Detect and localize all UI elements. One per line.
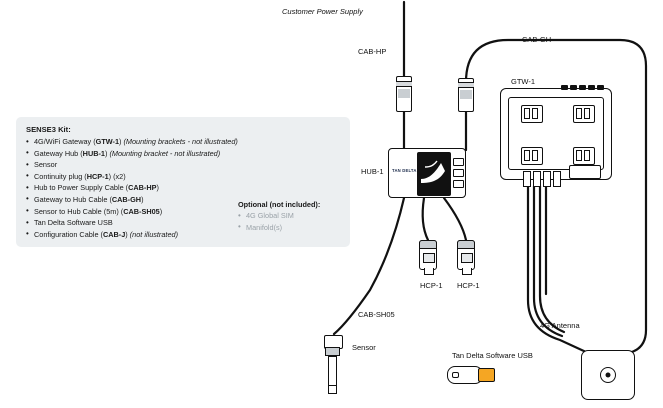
label-hcp1-right: HCP-1 bbox=[457, 281, 480, 290]
device-hub1[interactable] bbox=[388, 148, 466, 198]
label-antenna: 4G Antenna bbox=[540, 321, 580, 330]
hcp-cap bbox=[457, 240, 475, 249]
connector-cab-hp bbox=[396, 76, 412, 112]
label-sensor: Sensor bbox=[352, 343, 376, 352]
list-item: • Gateway Hub (HUB-1) (Mounting bracket - not illustrated) bbox=[26, 148, 340, 160]
list-item: • 4G Global SIM bbox=[238, 210, 348, 222]
label-hcp1-left: HCP-1 bbox=[420, 281, 443, 290]
connector-sleeve bbox=[398, 89, 410, 98]
list-item: • Continuity plug (HCP-1) (x2) bbox=[26, 171, 340, 183]
hub-port-1 bbox=[453, 158, 464, 166]
list-item: • Gateway to Hub Cable (CAB-GH) bbox=[26, 194, 340, 206]
sensor-tip bbox=[328, 386, 337, 394]
connector-sleeve bbox=[460, 90, 472, 99]
gateway-top-contacts bbox=[561, 85, 603, 91]
hcp-body-window bbox=[423, 253, 435, 263]
label-usb: Tan Delta Software USB bbox=[452, 351, 533, 360]
legend-title: SENSE3 Kit: bbox=[26, 125, 71, 134]
list-item: • Sensor to Hub Cable (5m) (CAB-SH05) bbox=[26, 206, 340, 218]
hub-brand-label: TAN DELTA bbox=[392, 168, 417, 173]
gateway-port bbox=[523, 171, 531, 187]
wire-hcp-left bbox=[423, 198, 428, 240]
device-gtw1[interactable] bbox=[500, 88, 612, 180]
legend-optional-group bbox=[238, 200, 348, 233]
gateway-port bbox=[533, 171, 541, 187]
list-item: • 4G/WiFi Gateway (GTW-1) (Mounting brackets - not illustrated) bbox=[26, 136, 340, 148]
device-hcp1-left[interactable] bbox=[419, 240, 437, 270]
gateway-clamp-2 bbox=[573, 105, 595, 123]
gateway-clamp-4 bbox=[573, 147, 595, 165]
connector-band bbox=[396, 81, 412, 87]
sensor-collar bbox=[325, 347, 340, 356]
wire-gateway-bundle-2 bbox=[534, 186, 562, 336]
hub-logo-icon bbox=[419, 159, 449, 185]
label-cab-gh: CAB-GH bbox=[522, 35, 552, 44]
hcp-tip bbox=[462, 268, 472, 275]
label-hub1: HUB-1 bbox=[361, 167, 384, 176]
antenna-center-dot bbox=[606, 373, 611, 378]
list-item: • Configuration Cable (CAB-J) (not illustrated) bbox=[26, 229, 340, 241]
list-item: • Sensor bbox=[26, 159, 340, 171]
usb-keyring-hole bbox=[452, 372, 459, 378]
label-customer-power-supply: Customer Power Supply bbox=[282, 7, 363, 16]
device-hcp1-right[interactable] bbox=[457, 240, 475, 270]
device-usb-stick[interactable] bbox=[447, 364, 497, 384]
device-4g-antenna[interactable] bbox=[581, 350, 635, 400]
usb-connector-cap bbox=[478, 368, 495, 382]
hcp-cap bbox=[419, 240, 437, 249]
label-gtw1: GTW-1 bbox=[511, 77, 536, 86]
label-cab-hp: CAB-HP bbox=[358, 47, 387, 56]
hcp-tip bbox=[424, 268, 434, 275]
hub-port-2 bbox=[453, 169, 464, 177]
legend-optional-title: Optional (not included): bbox=[238, 200, 321, 209]
gateway-clamp-1 bbox=[521, 105, 543, 123]
label-cab-sh05: CAB-SH05 bbox=[358, 310, 395, 319]
wire-hcp-right bbox=[444, 198, 466, 240]
hcp-body-window bbox=[461, 253, 473, 263]
connector-cab-gh bbox=[458, 78, 474, 112]
list-item: • Hub to Power Supply Cable (CAB-HP) bbox=[26, 182, 340, 194]
legend-box bbox=[16, 117, 350, 247]
sensor-stem bbox=[328, 356, 337, 386]
wire-gateway-bundle-3 bbox=[540, 186, 564, 332]
gateway-clamp-3 bbox=[521, 147, 543, 165]
gateway-port bbox=[553, 171, 561, 187]
hub-port-3 bbox=[453, 180, 464, 188]
list-item: • Manifold(s) bbox=[238, 222, 348, 234]
gateway-port bbox=[543, 171, 551, 187]
connector-band bbox=[458, 82, 474, 88]
gateway-port-row bbox=[523, 171, 565, 187]
list-item: • Tan Delta Software USB bbox=[26, 217, 340, 229]
gateway-antenna-base bbox=[569, 165, 601, 179]
device-sensor[interactable] bbox=[322, 335, 344, 397]
